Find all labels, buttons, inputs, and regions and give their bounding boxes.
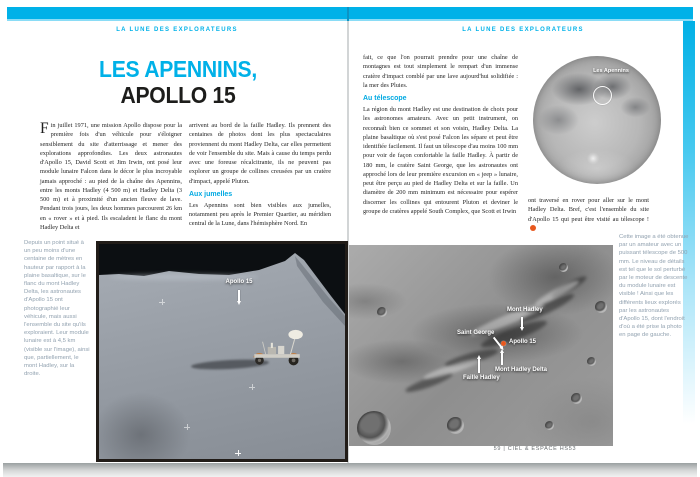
right-column2-paragraph: ont traversé en rover pour aller sur le mont Hadley Delta. Bref, c'est l'ensemble du site d'Apollo 15 qui peut être visité au télescope !: [528, 197, 649, 223]
article-title: [44, 56, 313, 108]
fiducial-cross: [235, 450, 241, 456]
article-title-line1: LES APENNINS,: [99, 56, 257, 82]
right-photo-caption: Cette image a été obtenue par un amateur avec un puissant télescope de 500 mm. Le niveau de détails est tel que le sol perturbé par le moteur de descente du module lunaire est visible ! Ainsi que les différents lieux explorés par les astronautes d'Apollo 15, dont l'endroit d'où a été prise la photo en page de gauche.: [619, 234, 689, 339]
page-bottom-shadow: [3, 463, 697, 477]
apollo-site-dot: [501, 341, 506, 346]
crater-photo: [349, 245, 613, 446]
telescope-paragraph: La région du mont Hadley est une destination de choix pour les astronomes amateurs. Avec un petit instrument, on reconnaît bien ce sommet et son voisin, Hadley Delta. La plaine basaltique où s'est posé Falcon les sépare et peut être identifiée facilement. Il faut un télescope d'au moins 100 mm pour voir de façon confortable la faille Hadley. À partir de 180 mm, le cratère Saint George, que les astronautes ont approché lors de leur première excursion en « jeep » lunaire, peut être perçu au pied de Hadley Delta et sur la faille. Un diamètre de 200 mm minimum est nécessaire pour espérer discerner les collines qui entourent Pluton et deviner le groupe de cratères appelé South Complex, que Scott et Irwin: [363, 106, 518, 215]
subheading-telescope: Au télescope: [363, 95, 407, 102]
up-arrow-icon: [501, 351, 503, 365]
left-page-column-2: [189, 121, 331, 229]
section-label-left: LA LUNE DES EXPLORATEURS: [116, 27, 238, 33]
page-number-footer: 59 | CIEL & ESPACE HS53: [493, 446, 577, 452]
fiducial-cross: [159, 299, 165, 305]
top-cyan-bar-light-strip: [7, 19, 693, 21]
right-paragraph-1: fait, ce que l'on pourrait prendre pour une chaîne de montagnes est tout simplement le rempart d'un immense cratère d'impact comblé par une lave aujourd'hui solidifiée : la mer des Pluies.: [363, 54, 518, 89]
section-label-right: LA LUNE DES EXPLORATEURS: [462, 27, 584, 33]
label-faille-hadley: Faille Hadley: [463, 375, 500, 381]
crater-mark: [587, 357, 596, 366]
moon-region-label: Les Apennins: [593, 68, 629, 74]
left-page-column-1: [40, 121, 182, 232]
page-gutter-top: [347, 7, 349, 21]
moon-region-circle: [593, 86, 612, 105]
up-arrow-icon: [478, 357, 480, 373]
column2-paragraph: arrivent au bord de la faille Hadley. Ils prennent des centaines de photos dont les plus spectaculaires proviennent du mont Hadley Delta, car elles permettent de voir l'ensemble du site. Mais à cause du temps perdu avec une foreuse récalcitrante, ils ne peuvent pas explorer un groupe de collines creusées par un cratère d'impact, appelé Pluton.: [189, 122, 331, 185]
intro-paragraph: in juillet 1971, une mission Apollo dispose pour la première fois d'un véhicule pour s'éloigner sensiblement du site d'atterrissage et mener des explorations approfondies. Les deux astronautes d'Apollo 15, David Scott et Jim Irwin, ont posé leur module lunaire Falcon dans le décor le plus incroyable jamais approché : au pied de la chaîne des Apennins, entre les monts Hadley (4 500 m) et Hadley Delta (3 500 m) et à proximité d'un ancien fleuve de lave. Pendant trois jours, les deux hommes parcourent 26 km en « rover » et à pied. Ils escaladent le flanc du mont Hadley Delta et: [40, 122, 182, 231]
label-mont-hadley-delta: Mont Hadley Delta: [495, 367, 548, 373]
edge-gradient-bar: [683, 21, 695, 441]
label-apollo-site: Apollo 15: [509, 339, 537, 345]
jumelles-paragraph: Les Apennins sont bien visibles aux jumelles, notamment peu après le Premier Quartier, au méridien central de la Lune, dans l'hémisphère Nord. En: [189, 201, 331, 228]
right-page-column-2: [528, 196, 649, 233]
label-saint-george: Saint George: [457, 330, 495, 336]
moon-photo: [533, 56, 661, 184]
left-photo-caption: Depuis un point situé à un peu moins d'une centaine de mètres en hauteur par rapport à la plaine basaltique, sur le flanc du mont Hadley Delta, les astronautes d'Apollo 15 ont photographié leur véhicule, mais aussi l'ensemble du site qu'ils exploraient. Leur module lunaire est à 4,5 km (visible sur l'image), ainsi que, partiellement, le mont Hadley, sur la droite.: [24, 240, 90, 378]
down-arrow-icon: [521, 317, 523, 329]
top-cyan-bar: [7, 7, 693, 19]
crater-mark: [595, 301, 607, 313]
fiducial-cross: [249, 384, 255, 390]
right-page-column-1: [363, 53, 518, 216]
fiducial-cross: [184, 424, 190, 430]
down-arrow-icon: [238, 290, 240, 303]
article-title-line2: APOLLO 15: [120, 82, 236, 108]
surface-photo-label: Apollo 15: [225, 279, 253, 285]
lunar-rover: [245, 328, 307, 370]
crater-mark: [447, 417, 464, 434]
label-mont-hadley: Mont Hadley: [507, 307, 543, 313]
crater-mark: [559, 263, 568, 272]
subheading-jumelles: Aux jumelles: [189, 190, 233, 198]
crater-mark: [571, 393, 582, 404]
crater-mark: [357, 411, 391, 445]
dropcap: F: [40, 120, 49, 137]
crater-mark: [545, 421, 554, 430]
end-of-article-mark: [530, 225, 536, 231]
crater-mark: [377, 307, 387, 317]
surface-photo: [96, 241, 348, 462]
